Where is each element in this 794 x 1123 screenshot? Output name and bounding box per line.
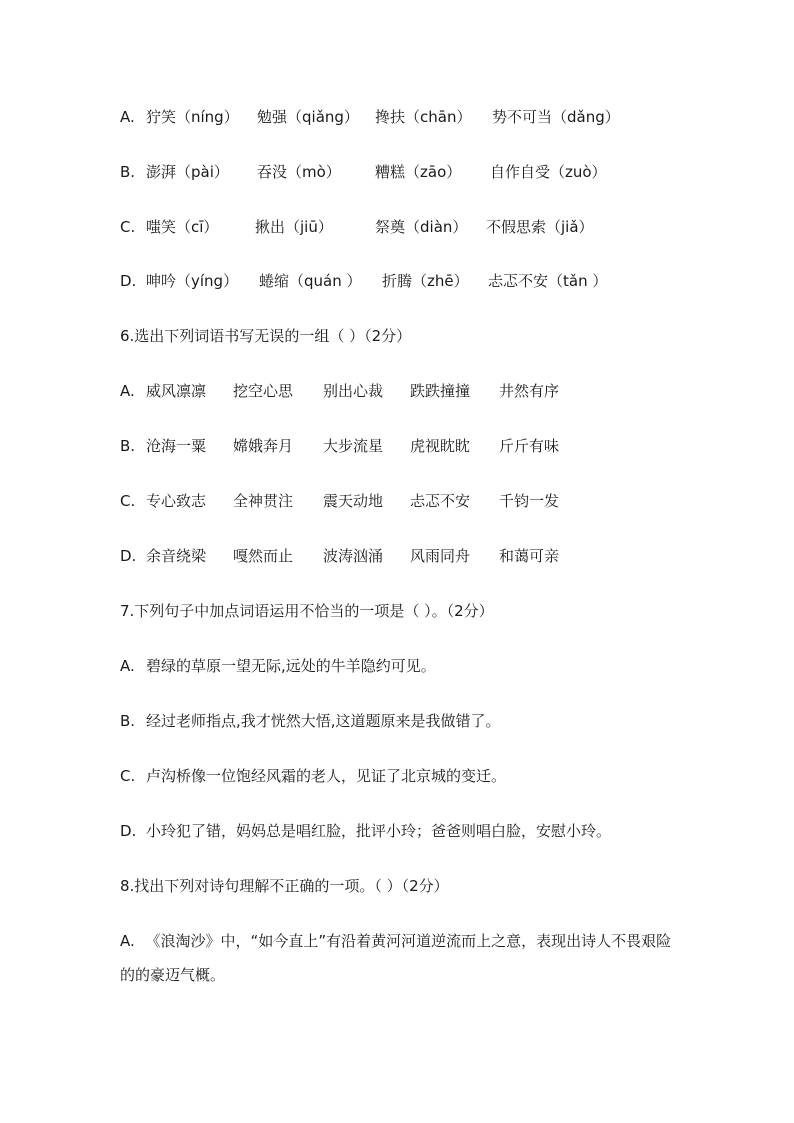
option-item: 别出心裁	[323, 382, 384, 400]
option-label: D.	[120, 272, 137, 290]
option-item: 呻吟（yíng）	[146, 272, 239, 290]
option-label: A.	[120, 657, 135, 675]
option-item: 勉强（qiǎng）	[257, 108, 359, 126]
q8-option-a	[120, 924, 680, 992]
option-item: 余音绕梁	[146, 547, 207, 565]
option-item: 狞笑（níng）	[146, 108, 239, 126]
option-item: 挖空心思	[233, 382, 294, 400]
option-label: A.	[120, 382, 135, 400]
option-item: 震天动地	[323, 492, 384, 510]
option-item: 祭奠（diàn）	[375, 218, 468, 236]
option-item: 搀扶（chān）	[375, 108, 472, 126]
option-item: 糟糕（zāo）	[375, 163, 462, 181]
option-item: 自作自受（zuò）	[490, 163, 607, 181]
option-label: D.	[120, 822, 137, 840]
option-label: C.	[120, 218, 136, 236]
option-item: 揪出（jiū）	[255, 218, 333, 236]
option-text: 卢沟桥像一位饱经风霜的老人，见证了北京城的变迁。	[146, 767, 507, 785]
option-item: 斤斤有味	[499, 437, 560, 455]
option-label: A.	[120, 932, 135, 950]
option-item: 嗤笑（cī）	[146, 218, 219, 236]
option-label: B.	[120, 712, 136, 730]
option-item: 不假思索（jiǎ）	[486, 218, 594, 236]
option-item: 蜷缩（quán ）	[259, 272, 362, 290]
option-item: 威风凛凛	[146, 382, 207, 400]
option-label: A.	[120, 108, 135, 126]
option-item: 井然有序	[499, 382, 560, 400]
option-item: 千钧一发	[499, 492, 560, 510]
option-item: 大步流星	[323, 437, 384, 455]
option-item: 和蔼可亲	[499, 547, 560, 565]
option-item: 专心致志	[146, 492, 207, 510]
option-text: 小玲犯了错，妈妈总是唱红脸，批评小玲；爸爸则唱白脸，安慰小玲。	[146, 822, 612, 840]
option-label: C.	[120, 492, 136, 510]
q8-stem: 8.找出下列对诗句理解不正确的一项。（ ）（2分）	[120, 877, 449, 895]
option-text: 碧绿的草原一望无际,远处的牛羊隐约可见。	[146, 657, 436, 675]
option-label: D.	[120, 547, 137, 565]
option-item: 吞没（mò）	[257, 163, 341, 181]
option-text: 《浪淘沙》中，“如今直上”有沿着黄河河道逆流而上之意，表现出诗人不畏艰险的的豪迈气概。	[120, 932, 672, 984]
option-text: 经过老师指点,我才恍然大悟,这道题原来是我做错了。	[146, 712, 501, 730]
option-item: 忐忑不安（tǎn ）	[488, 272, 608, 290]
option-item: 忐忑不安	[410, 492, 471, 510]
option-label: B.	[120, 437, 136, 455]
option-item: 嫦娥奔月	[233, 437, 294, 455]
option-item: 沧海一粟	[146, 437, 207, 455]
option-item: 势不可当（dǎng）	[492, 108, 620, 126]
option-label: C.	[120, 767, 136, 785]
option-item: 虎视眈眈	[410, 437, 471, 455]
option-item: 全神贯注	[233, 492, 294, 510]
option-item: 波涛汹涌	[323, 547, 384, 565]
option-item: 澎湃（pài）	[146, 163, 229, 181]
q6-stem: 6.选出下列词语书写无误的一组（ ）（2分）	[120, 327, 412, 345]
option-item: 跌跌撞撞	[410, 382, 471, 400]
option-item: 嘎然而止	[233, 547, 294, 565]
option-label: B.	[120, 163, 136, 181]
option-item: 风雨同舟	[410, 547, 471, 565]
q7-stem: 7.下列句子中加点词语运用不恰当的一项是（ ）。（2分）	[120, 602, 494, 620]
option-item: 折腾（zhē）	[382, 272, 469, 290]
